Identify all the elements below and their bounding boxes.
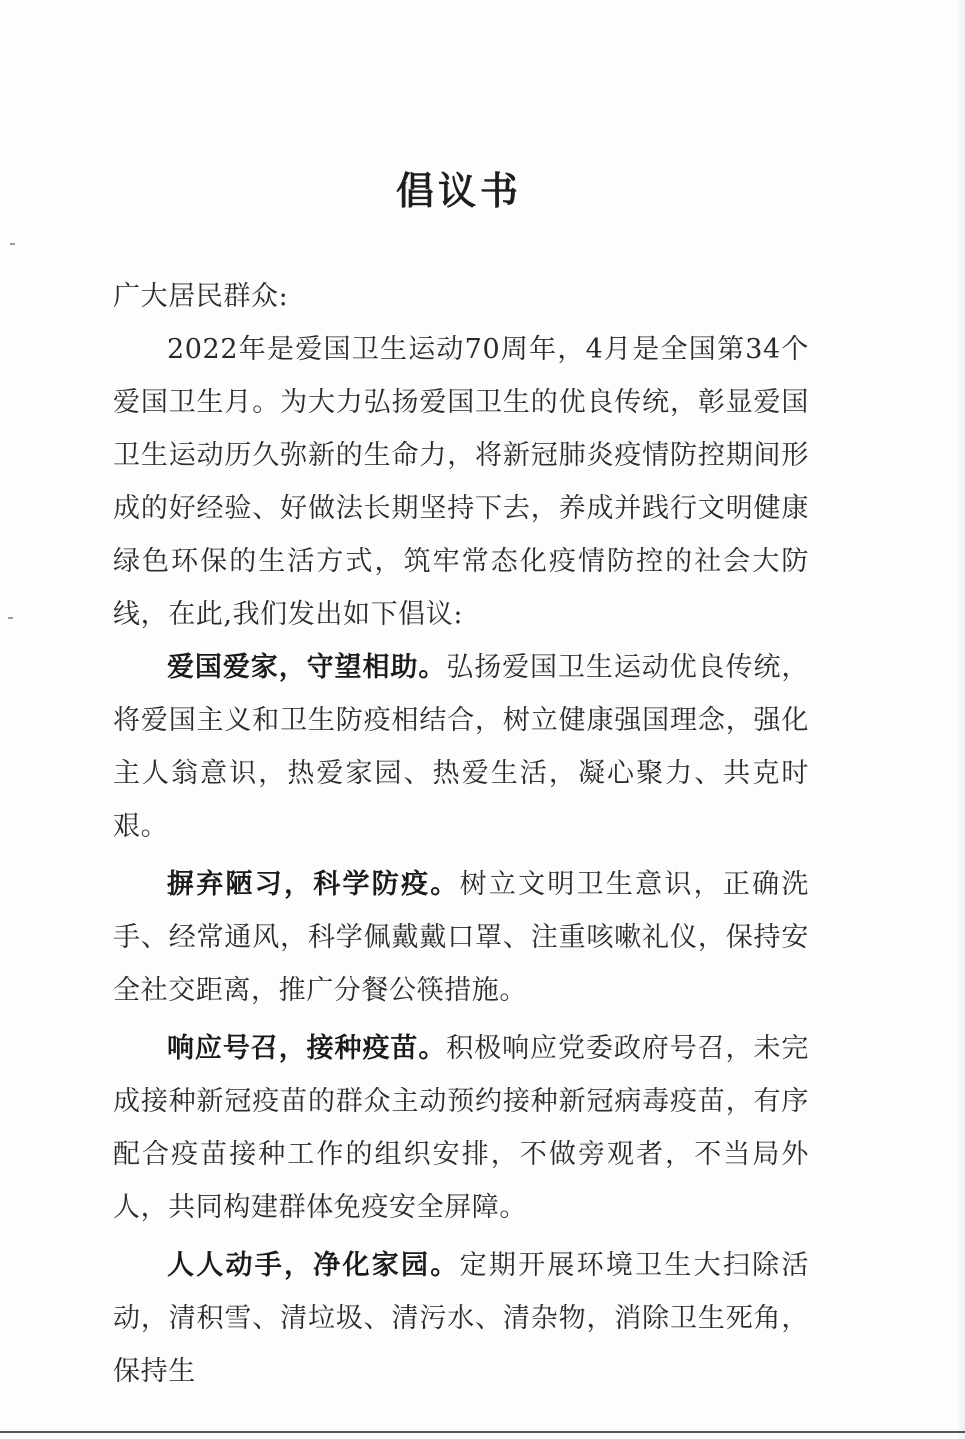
proposal-heading-2: 摒弃陋习，科学防疫。 — [167, 869, 460, 900]
proposal-paragraph-1 — [113, 641, 809, 853]
proposal-heading-3: 响应号召，接种疫苗。 — [167, 1033, 447, 1064]
scan-edge — [957, 0, 965, 1439]
intro-paragraph: 2022年是爱国卫生运动70周年，4月是全国第34个爱国卫生月。为大力弘扬爱国卫生的优良传统，彰显爱国卫生运动历久弥新的生命力，将新冠肺炎疫情防控期间形成的好经验、好做法长期坚持下去，养成并践行文明健康绿色环保的生活方式，筑牢常态化疫情防控的社会大防线，在此,我们发出如下倡议: — [113, 334, 809, 630]
proposal-paragraph-4 — [113, 1239, 809, 1398]
document-body — [113, 270, 809, 1398]
scan-bottom-edge — [0, 1431, 965, 1433]
proposal-text-4: 定期开展环境卫生大扫除活动，清积雪、清垃圾、清污水、清杂物，消除卫生死角，保持生 — [113, 1250, 810, 1387]
scan-speck — [10, 243, 15, 245]
proposal-text-3: 积极响应党委政府号召，未完成接种新冠疫苗的群众主动预约接种新冠病毒疫苗，有序配合疫苗接种工作的组织安排，不做旁观者，不当局外人，共同构建群体免疫安全屏障。 — [113, 1033, 810, 1223]
proposal-text-1: 弘扬爱国卫生运动优良传统，将爱国主义和卫生防疫相结合，树立健康强国理念，强化主人翁意识，热爱家园、热爱生活，凝心聚力、共克时艰。 — [113, 652, 810, 842]
scan-speck — [8, 617, 13, 619]
salutation: 广大居民群众: — [113, 281, 289, 312]
proposal-paragraph-2 — [113, 858, 809, 1017]
document-title: 倡议书 — [395, 168, 522, 213]
proposal-paragraph-3 — [113, 1022, 809, 1234]
proposal-text-2: 树立文明卫生意识，正确洗手、经常通风，科学佩戴戴口罩、注重咳嗽礼仪，保持安全社交距离，推广分餐公筷措施。 — [113, 869, 810, 1006]
proposal-heading-1: 爱国爱家，守望相助。 — [167, 652, 447, 683]
proposal-heading-4: 人人动手，净化家园。 — [167, 1250, 460, 1281]
